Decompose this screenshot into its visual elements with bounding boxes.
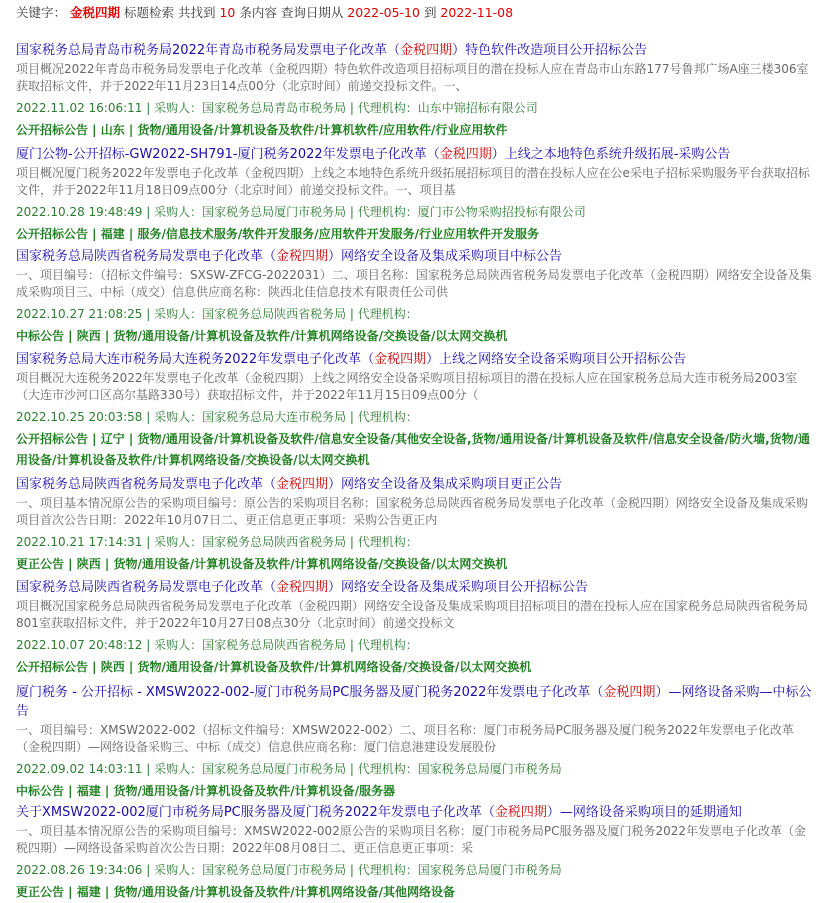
result-item	[16, 247, 812, 347]
title-text-end: ）上线之本地特色系统升级拓展-采购公告	[491, 147, 731, 162]
result-title-link[interactable]	[16, 683, 812, 721]
title-text-end: ）—网络设备采购项目的延期通知	[546, 805, 742, 820]
result-description: 一、项目编号：XMSW2022-002（招标文件编号：XMSW2022-002）二、项目名称：厦门市税务局PC服务器及厦门税务2022年发票电子化改革（金税四期）—网络设备采购三、中标（成交）信息供应商名称：厦门信息港建设发展股份	[16, 723, 794, 754]
title-text: 关于XMSW2022-002厦门市税务局PC服务器及厦门税务2022年发票电子化改革（	[16, 805, 495, 820]
result-description: 项目概况厦门税务2022年发票电子化改革（金税四期）上线之本地特色系统升级拓展招标项目的潜在投标人应在公e采电子招标采购服务平台获取招标文件，并于2022年11月18日09点00分（北京时间）前递交投标文件。一、项目基	[16, 166, 810, 197]
summary-text-1: 标题检索 共找到	[124, 5, 220, 20]
result-description: 一、项目基本情况原公告的采购项目编号：原公告的采购项目名称：国家税务总局陕西省税务局发票电子化改革（金税四期）网络安全设备及集成采购项目首次公告日期：2022年10月07日二、更正信息更正事项：采购公告更正内	[16, 496, 809, 527]
title-text-end: ）网络安全设备及集成采购项目公开招标公告	[328, 580, 589, 595]
title-text-end: ）网络安全设备及集成采购项目更正公告	[328, 477, 563, 492]
result-title-link[interactable]	[16, 41, 812, 60]
result-categories[interactable]: 中标公告 | 福建 | 货物/通用设备/计算机设备及软件/计算机设备/服务器	[16, 784, 396, 798]
result-categories[interactable]: 公开招标公告 | 辽宁 | 货物/通用设备/计算机设备及软件/信息安全设备/其他安全设备,货物/通用设备/计算机设备及软件/信息安全设备/防火墙,货物/通用设备/计算机设备及软件/计算机网络设备/交换设备/以太网交换机	[16, 432, 811, 467]
title-keyword: 金税四期	[374, 352, 427, 367]
result-description: 项目概况国家税务总局陕西省税务局发票电子化改革（金税四期）网络安全设备及集成采购项目招标项目的潜在投标人应在国家税务总局陕西省税务局801室获取招标文件，并于2022年10月27日08点30分（北京时间）前递交投标文	[16, 599, 809, 630]
result-meta: 2022.08.26 19:34:06 | 采购人：国家税务总局厦门市税务局 | 代理机构：国家税务总局厦门市税务局	[16, 863, 562, 877]
result-item	[16, 578, 812, 678]
result-description: 一、项目基本情况原公告的采购项目编号：XMSW2022-002原公告的采购项目名称：厦门市税务局PC服务器及厦门税务2022年发票电子化改革（金税四期）—网络设备采购首次公告日期：2022年08月08日二、更正信息更正事项：采	[16, 824, 806, 855]
title-keyword: 金税四期	[439, 147, 492, 162]
result-meta: 2022.10.07 20:48:12 | 采购人：国家税务总局陕西省税务局 | 代理机构：	[16, 638, 418, 652]
title-text: 国家税务总局陕西省税务局发票电子化改革（	[16, 249, 277, 264]
result-item	[16, 803, 812, 903]
title-text: 厦门公物-公开招标-GW2022-SH791-厦门税务2022年发票电子化改革（	[16, 147, 440, 162]
result-item	[16, 145, 812, 245]
keyword-value: 金税四期	[70, 5, 121, 20]
result-categories[interactable]: 更正公告 | 福建 | 货物/通用设备/计算机设备及软件/计算机网络设备/其他网络设备	[16, 885, 456, 899]
result-item	[16, 41, 812, 141]
result-description: 一、项目编号：（招标文件编号：SXSW-ZFCG-2022031）二、项目名称：国家税务总局陕西省税务局发票电子化改革（金税四期）网络安全设备及集成采购项目三、中标（成交）信息供应商名称：陕西北佳信息技术有限责任公司供	[16, 268, 812, 299]
result-title-link[interactable]	[16, 803, 812, 822]
result-item	[16, 683, 812, 802]
title-keyword: 金税四期	[400, 43, 453, 58]
result-title-link[interactable]	[16, 145, 812, 164]
date-to: 2022-11-08	[440, 5, 514, 20]
result-categories[interactable]: 公开招标公告 | 山东 | 货物/通用设备/计算机设备及软件/计算机软件/应用软件/行业应用软件	[16, 123, 508, 137]
title-keyword: 金税四期	[276, 580, 329, 595]
result-categories[interactable]: 更正公告 | 陕西 | 货物/通用设备/计算机设备及软件/计算机网络设备/交换设备/以太网交换机	[16, 557, 508, 571]
result-description: 项目概况大连税务2022年发票电子化改革（金税四期）上线之网络安全设备采购项目招标项目的潜在投标人应在国家税务总局大连市税务局2003室（大连市沙河口区高尔基路330号）获取招标文件，并于2022年11月15日09点00分（	[16, 371, 798, 402]
title-text: 国家税务总局陕西省税务局发票电子化改革（	[16, 580, 277, 595]
result-meta: 2022.10.21 17:14:31 | 采购人：国家税务总局陕西省税务局 | 代理机构：	[16, 535, 418, 549]
date-from: 2022-05-10	[347, 5, 420, 20]
result-title-link[interactable]	[16, 247, 812, 266]
result-meta: 2022.11.02 16:06:11 | 采购人：国家税务总局青岛市税务局 | 代理机构：山东中锦招标有限公司	[16, 101, 538, 115]
result-title-link[interactable]	[16, 350, 812, 369]
summary-text-2: 条内容 查询日期从	[239, 5, 348, 20]
keyword-label: 关键字：	[16, 5, 67, 20]
search-summary	[16, 4, 816, 22]
title-text-end: ）上线之网络安全设备采购项目公开招标公告	[426, 352, 687, 367]
result-item	[16, 350, 812, 471]
result-meta: 2022.10.28 19:48:49 | 采购人：国家税务总局厦门市税务局 | 代理机构：厦门市公物采购招投标有限公司	[16, 205, 586, 219]
title-keyword: 金税四期	[276, 477, 329, 492]
title-text: 国家税务总局陕西省税务局发票电子化改革（	[16, 477, 277, 492]
title-text-end: ）特色软件改造项目公开招标公告	[452, 43, 648, 58]
result-item	[16, 475, 812, 575]
result-description: 项目概况2022年青岛市税务局发票电子化改革（金税四期）特色软件改造项目招标项目的潜在投标人应在青岛市山东路177号鲁邦广场A座三楼306室获取招标文件，并于2022年11月23日14点00分（北京时间）前递交投标文件。一、	[16, 62, 809, 93]
title-text: 国家税务总局青岛市税务局2022年青岛市税务局发票电子化改革（	[16, 43, 401, 58]
result-categories[interactable]: 公开招标公告 | 福建 | 服务/信息技术服务/软件开发服务/应用软件开发服务/行业应用软件开发服务	[16, 227, 540, 241]
result-title-link[interactable]	[16, 475, 812, 494]
title-keyword: 金税四期	[603, 685, 656, 700]
title-text-end: ）网络安全设备及集成采购项目中标公告	[328, 249, 563, 264]
title-keyword: 金税四期	[276, 249, 329, 264]
title-text: 国家税务总局大连市税务局大连税务2022年发票电子化改革（	[16, 352, 375, 367]
result-meta: 2022.09.02 14:03:11 | 采购人：国家税务总局厦门市税务局 | 代理机构：国家税务总局厦门市税务局	[16, 762, 562, 776]
result-meta: 2022.10.27 21:08:25 | 采购人：国家税务总局陕西省税务局 | 代理机构：	[16, 307, 418, 321]
summary-text-3: 到	[423, 5, 441, 20]
result-count: 10	[219, 5, 236, 20]
title-text-end: ）—网络设备采购—中标公告	[16, 685, 812, 719]
title-text: 厦门税务 - 公开招标 - XMSW2022-002-厦门市税务局PC服务器及厦门税务2022年发票电子化改革（	[16, 685, 604, 700]
result-meta: 2022.10.25 20:03:58 | 采购人：国家税务总局大连市税务局 | 代理机构：	[16, 410, 418, 424]
result-categories[interactable]: 公开招标公告 | 陕西 | 货物/通用设备/计算机设备及软件/计算机网络设备/交换设备/以太网交换机	[16, 660, 532, 674]
result-title-link[interactable]	[16, 578, 812, 597]
result-categories[interactable]: 中标公告 | 陕西 | 货物/通用设备/计算机设备及软件/计算机网络设备/交换设备/以太网交换机	[16, 329, 508, 343]
title-keyword: 金税四期	[494, 805, 547, 820]
